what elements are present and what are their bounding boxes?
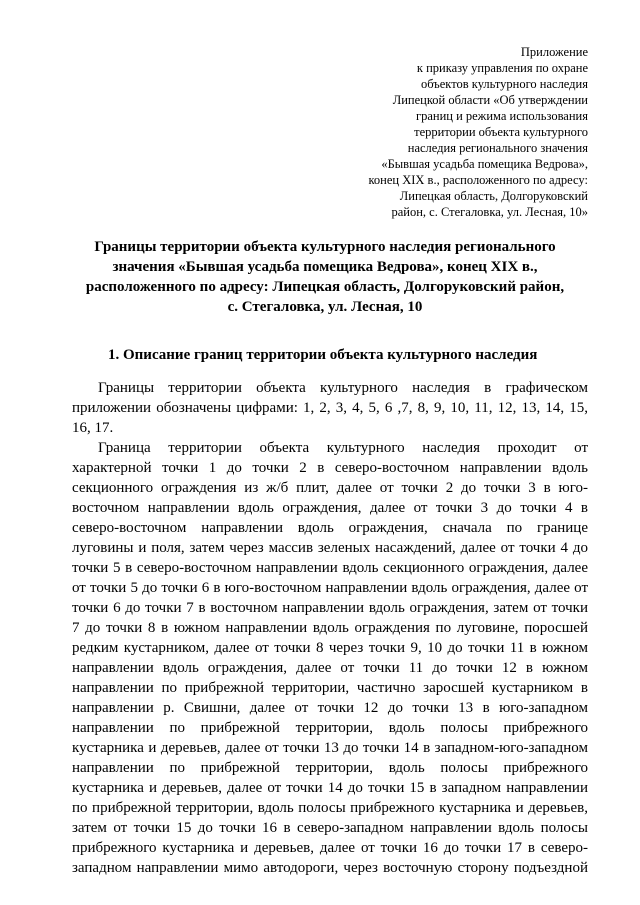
paragraph-2 (72, 438, 588, 878)
appendix-line: «Бывшая усадьба помещика Ведрова», (381, 157, 588, 171)
text-line: характерной точки 1 до точки 2 в северо-восточном направлении вдоль (72, 460, 588, 476)
text-line: восточном направлении вдоль ограждения, далее от точки 3 до точки 4 в (72, 500, 588, 516)
text-line: направлении по прибрежной территории, частично заросшей кустарником в (72, 680, 588, 696)
text-line: по прибрежной территории, вдоль полосы прибрежного кустарника и деревьев, (72, 800, 588, 816)
text-line: затем от точки 15 до точки 16 в северо-западном направлении вдоль полосы (72, 820, 588, 836)
text-line: кустарника и деревьев, далее от точки 13 до точки 14 в западном-юго-западном (72, 740, 588, 756)
text-line: кустарника и деревьев, далее от точки 14 до точки 15 в западном направлении (72, 780, 588, 796)
text-line: секционного ограждения из ж/б плит, далее от точки 2 до точки 3 в юго- (72, 480, 588, 496)
text-line: направлении вдоль ограждения, далее от точки 11 до точки 12 в южном (72, 660, 588, 676)
title-line: Границы территории объекта культурного наследия регионального (94, 239, 556, 255)
appendix-line: наследия регионального значения (407, 141, 588, 155)
appendix-line: Липецкой области «Об утверждении (392, 93, 588, 107)
section-heading: 1. Описание границ территории объекта культурного наследия (108, 347, 538, 363)
appendix-line: территории объекта культурного (414, 125, 588, 139)
title-line: с. Стегаловка, ул. Лесная, 10 (227, 299, 423, 315)
text-line: редким кустарником, далее от точки 8 через точки 9, 10 до точки 11 в южном (72, 640, 588, 656)
text-line: 7 до точки 8 в южном направлении вдоль ограждения по луговине, поросшей (72, 620, 588, 636)
text-line: направлении р. Свишни, далее от точки 12 до точки 13 в юго-западном (72, 700, 588, 716)
appendix-line: район, с. Стегаловка, ул. Лесная, 10» (391, 205, 588, 219)
text-line: прибрежного кустарника и деревьев, далее от точки 16 до точки 17 в северо- (72, 840, 588, 856)
text-line: Граница территории объекта культурного наследия проходит от (98, 440, 588, 456)
appendix-line: к приказу управления по охране (416, 61, 588, 75)
paragraph-1 (72, 378, 588, 438)
appendix-line: Приложение (520, 45, 588, 59)
text-line: луговины и поля, затем через массив зеленых насаждений, далее от точки 4 до (72, 540, 588, 556)
appendix-line: границ и режима использования (415, 109, 588, 123)
text-line: направлении по прибрежной территории, вдоль полосы прибрежного (72, 720, 588, 736)
text-line: точки 6 до точки 7 в восточном направлении вдоль ограждения, затем от точки (72, 600, 588, 616)
text-line: точки 5 в северо-восточном направлении вдоль секционного ограждения, далее (72, 560, 588, 576)
document-title (60, 237, 590, 317)
text-line: 16, 17. (72, 420, 114, 436)
text-line: северо-восточном направлении вдоль ограждения, сначала по границе (72, 520, 588, 536)
text-line: направлении по прибрежной территории, вдоль полосы прибрежного (72, 760, 588, 776)
text-line: от точки 5 до точки 6 в юго-восточном направлении вдоль ограждения, далее от (72, 580, 588, 596)
title-line: значения «Бывшая усадьба помещика Ведрова», конец XIX в., (112, 259, 538, 275)
text-line: приложении обозначены цифрами: 1, 2, 3, 4, 5, 6 ,7, 8, 9, 10, 11, 12, 13, 14, 15, (72, 400, 588, 416)
body-text (72, 378, 588, 878)
appendix-line: Липецкая область, Долгоруковский (399, 189, 588, 203)
text-line: западном направлении мимо автодороги, через восточную сторону подъездной (72, 860, 588, 876)
text-line: Границы территории объекта культурного наследия в графическом (98, 380, 588, 396)
appendix-line: объектов культурного наследия (421, 77, 588, 91)
appendix-header (288, 44, 588, 220)
appendix-line: конец XIX в., расположенного по адресу: (368, 173, 588, 187)
title-line: расположенного по адресу: Липецкая область, Долгоруковский район, (85, 279, 565, 295)
